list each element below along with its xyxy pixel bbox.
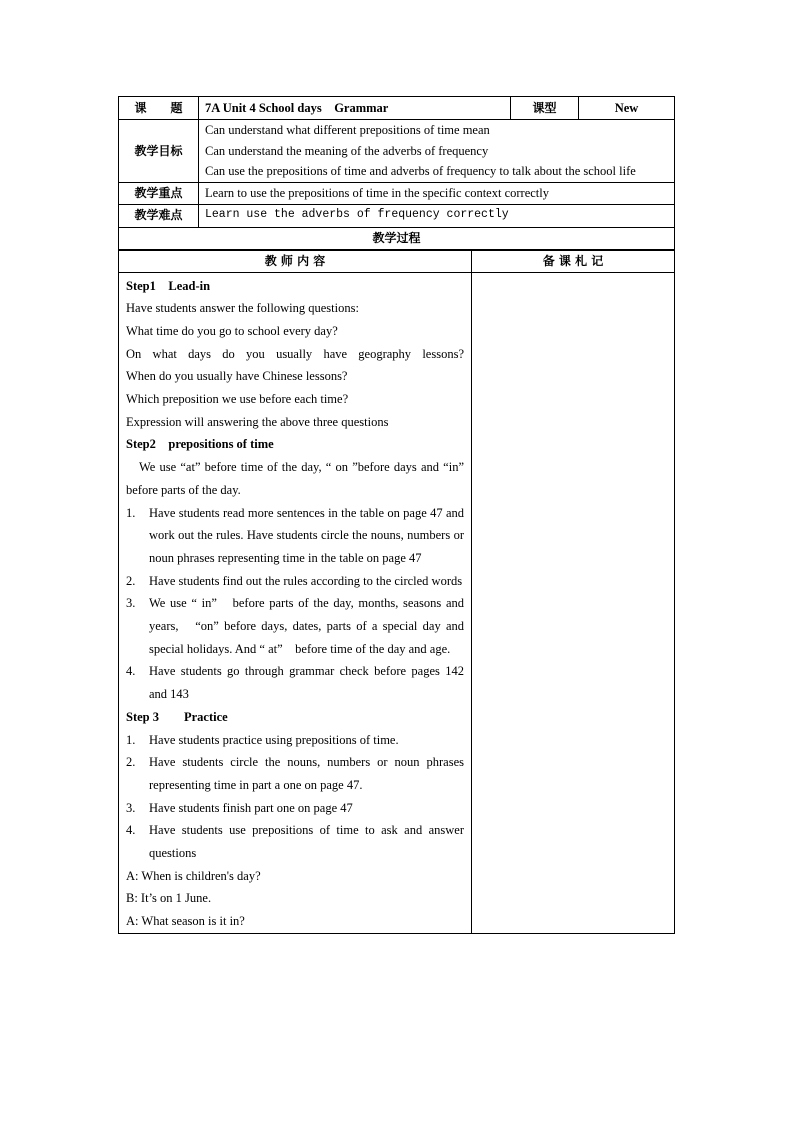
process-title-row <box>119 227 675 249</box>
objectives-row <box>119 120 675 183</box>
lesson-type-value: New <box>579 97 675 120</box>
key-point-label: 教学重点 <box>119 182 199 204</box>
topic-value: 7A Unit 4 School days Grammar <box>199 97 511 120</box>
process-title: 教学过程 <box>119 227 675 249</box>
step1-line: On what days do you usually have geography lessons? <box>126 346 464 361</box>
step3-list <box>126 729 464 865</box>
teacher-content-header: 教 师 内 容 <box>119 250 472 272</box>
dialogue-line: A: What season is it in? <box>126 914 245 929</box>
objective-line: Can understand what different prepositions of time mean <box>205 123 490 137</box>
notes-header: 备 课 札 记 <box>472 250 675 272</box>
list-item: 3. Have students finish part one on page 47 <box>126 800 353 815</box>
list-item: 2. Have students find out the rules according to the circled words <box>126 573 463 588</box>
difficulty-row <box>119 204 675 227</box>
list-item: 3. We use “ in” before parts of the day, months, seasons and years, “on” before days, dates, parts of a special day and special holidays. And “ at” before time of the day and age. <box>126 596 464 656</box>
objectives-label: 教学目标 <box>119 120 199 183</box>
list-item: 1. Have students practice using prepositions of time. <box>126 732 399 747</box>
list-item: 4. Have students use prepositions of time to ask and answer questions <box>126 823 464 861</box>
topic-label: 课 题 <box>119 97 199 120</box>
objective-line: Can understand the meaning of the adverbs of frequency <box>205 143 489 158</box>
notes-content <box>472 272 675 933</box>
lesson-type-label: 课型 <box>511 97 579 120</box>
step1-line: What time do you go to school every day? <box>126 323 338 338</box>
step1-line: When do you usually have Chinese lessons? <box>126 369 348 384</box>
teacher-content <box>119 272 472 933</box>
objective-line: Can use the prepositions of time and adverbs of frequency to talk about the school life <box>205 164 636 178</box>
process-table <box>118 250 675 934</box>
dialogue-line: B: It’s on 1 June. <box>126 891 212 906</box>
lesson-plan-table <box>118 96 675 250</box>
step1-line: Which preposition we use before each time? <box>126 392 349 407</box>
list-item: 4. Have students go through grammar check before pages 142 and 143 <box>126 664 464 702</box>
list-item: 1. Have students read more sentences in the table on page 47 and work out the rules. Have students circle the nouns, numbers or noun phrases representing time in the table on page 47 <box>126 505 464 565</box>
dialogue-line: A: When is children's day? <box>126 868 261 883</box>
step1-line: Expression will answering the above three questions <box>126 414 389 429</box>
topic-row <box>119 97 675 120</box>
key-point-text: Learn to use the prepositions of time in the specific context correctly <box>199 182 675 204</box>
objectives-content <box>199 120 675 183</box>
key-point-row <box>119 182 675 204</box>
process-header-row <box>119 250 675 272</box>
step2-title: Step2 prepositions of time <box>126 437 274 452</box>
step2-intro: We use “at” before time of the day, “ on ”before days and “in” before parts of the day. <box>126 460 464 497</box>
list-item: 2. Have students circle the nouns, numbers or noun phrases representing time in part a one on page 47. <box>126 755 464 792</box>
step1-title: Step1 Lead-in <box>126 278 211 293</box>
step1-line: Have students answer the following questions: <box>126 301 359 316</box>
difficulty-label: 教学难点 <box>119 204 199 227</box>
difficulty-text: Learn use the adverbs of frequency correctly <box>199 204 675 227</box>
step3-title: Step 3 Practice <box>126 709 228 724</box>
process-body-row <box>119 272 675 933</box>
lesson-plan-sheet <box>118 96 674 934</box>
step2-list <box>126 502 464 706</box>
